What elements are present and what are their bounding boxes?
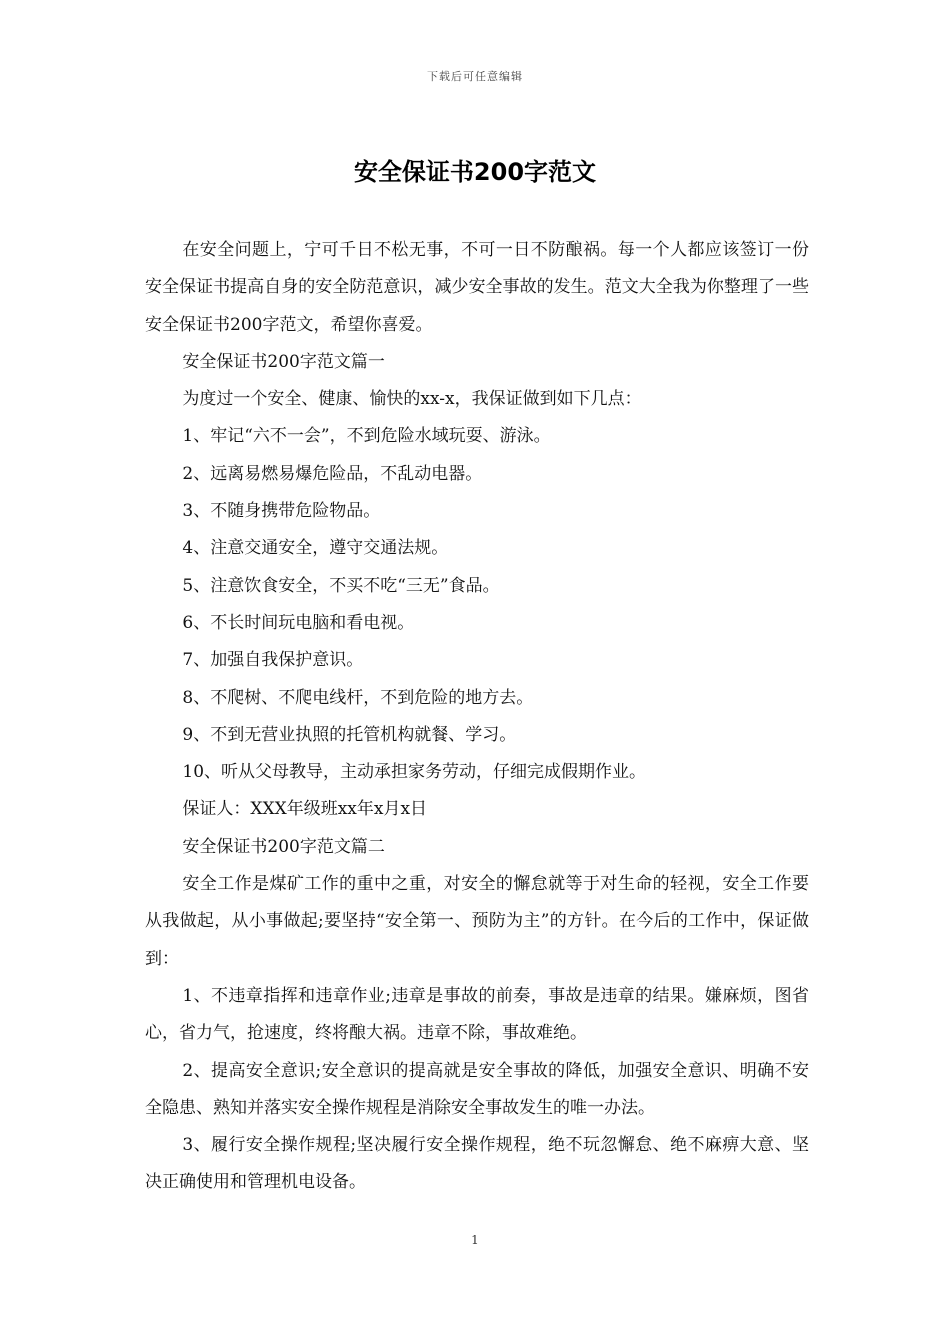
list-item: 1、不违章指挥和违章作业;违章是事故的前奏，事故是违章的结果。嫌麻烦，图省心，省力气，抢速度，终将酿大祸。违章不除，事故难绝。 [145,985,809,1044]
paragraph: 为度过一个安全、健康、愉快的xx-x，我保证做到如下几点： [182,389,642,410]
list-item: 4、注意交通安全，遵守交通法规。 [182,538,449,559]
intro-paragraph: 在安全问题上，宁可千日不松无事，不可一日不防酿祸。每一个人都应该签订一份安全保证书提高自身的安全防范意识，减少安全事故的发生。范文大全我为你整理了一些安全保证书200字范文，希望你喜爱。 [145,240,809,335]
page-title: 安全保证书200字范文 [353,158,597,186]
list-item: 1、牢记“六不一会”，不到危险水域玩耍、游泳。 [182,426,551,447]
list-item: 9、不到无营业执照的托管机构就餐、学习。 [182,724,517,745]
page-number: 1 [471,1233,479,1247]
header-note: 下载后可任意编辑 [427,70,523,83]
section-heading-2: 安全保证书200字范文篇二 [182,836,385,857]
list-item: 10、听从父母教导，主动承担家务劳动，仔细完成假期作业。 [182,762,647,783]
list-item: 2、提高安全意识;安全意识的提高就是安全事故的降低，加强安全意识、明确不安全隐患、熟知并落实安全操作规程是消除安全事故发生的唯一办法。 [145,1060,809,1118]
list-item: 3、不随身携带危险物品。 [182,501,381,522]
list-item: 3、履行安全操作规程;坚决履行安全操作规程，绝不玩忽懈怠、绝不麻痹大意、坚决正确使用和管理机电设备。 [145,1135,809,1193]
list-item: 5、注意饮食安全，不买不吃“三无”食品。 [182,575,500,596]
list-item: 2、远离易燃易爆危险品，不乱动电器。 [182,463,483,484]
section-heading-1: 安全保证书200字范文篇一 [182,351,385,372]
list-item: 7、加强自我保护意识。 [182,650,364,671]
paragraph: 安全工作是煤矿工作的重中之重，对安全的懈怠就等于对生命的轻视，安全工作要从我做起，从小事做起;要坚持“安全第一、预防为主”的方针。在今后的工作中，保证做到： [145,874,809,969]
signature-line: 保证人：XXX年级班xx年x月x日 [182,799,428,820]
document-body [145,232,809,1202]
list-item: 8、不爬树、不爬电线杆，不到危险的地方去。 [182,687,534,708]
list-item: 6、不长时间玩电脑和看电视。 [182,612,415,633]
